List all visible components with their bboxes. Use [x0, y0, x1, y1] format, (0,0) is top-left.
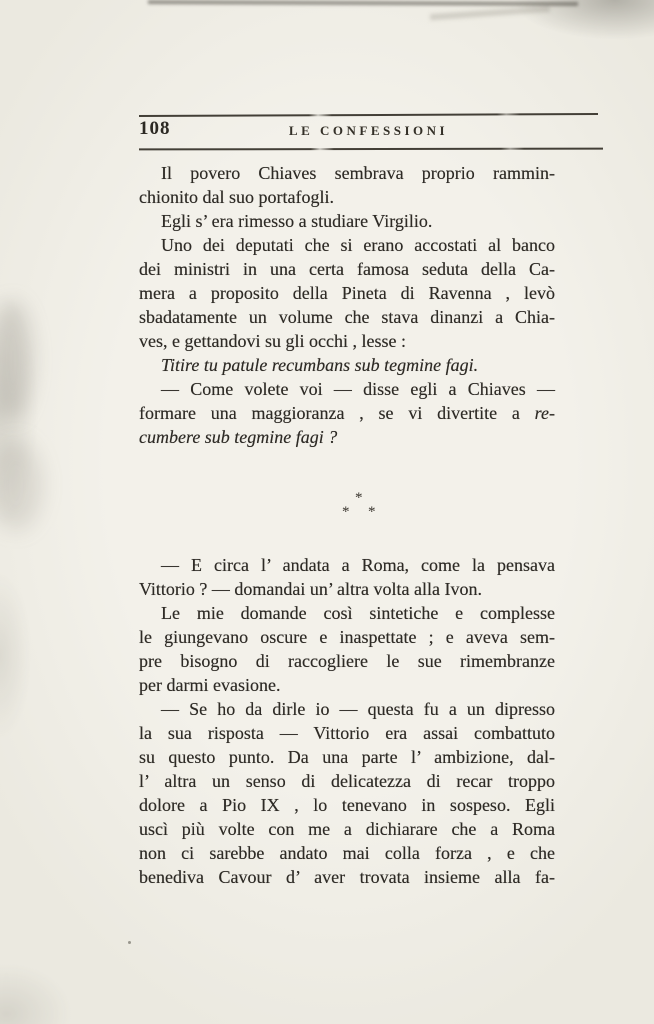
- text-line: [139, 601, 555, 625]
- italic-text-segment: re-: [534, 403, 555, 423]
- text-segment: uscì più volte con me a dichiarare che a Roma: [139, 819, 555, 839]
- text-block-2: [139, 553, 555, 889]
- scan-speck: [128, 941, 131, 944]
- text-line: [139, 329, 555, 353]
- header-rule-bottom: [139, 148, 603, 151]
- asterism-separator: [338, 488, 402, 524]
- text-line: [139, 865, 555, 889]
- running-title: LE CONFESSIONI: [288, 123, 449, 138]
- text-segment: benediva Cavour d’ aver trovata insieme alla fa-: [139, 867, 555, 887]
- text-segment: Il povero Chiaves sembrava proprio rammin-: [161, 163, 555, 183]
- text-segment: dei ministri in una certa famosa seduta della Ca-: [139, 259, 555, 279]
- text-segment: dolore a Pio IX , lo tenevano in sospeso. Egli: [139, 795, 555, 815]
- text-segment: su questo punto. Da una parte l’ ambizione, dal-: [139, 747, 555, 767]
- text-line: [139, 425, 555, 449]
- text-line: [139, 161, 555, 185]
- scan-edge-noise: [148, 0, 578, 6]
- text-line: [139, 769, 555, 793]
- text-line: [139, 817, 555, 841]
- asterisk-icon: *: [355, 490, 363, 506]
- text-segment: la sua risposta — Vittorio era assai combattuto: [139, 723, 555, 743]
- text-segment: Egli s’ era rimesso a studiare Virgilio.: [161, 211, 433, 231]
- text-line: [139, 697, 555, 721]
- text-segment: Vittorio ? — domandai un’ altra volta alla Ivon.: [139, 579, 482, 599]
- scan-margin-smudge: [0, 440, 42, 530]
- text-line: [139, 673, 555, 697]
- text-segment: sbadatamente un volume che stava dinanzi a Chia-: [139, 307, 555, 327]
- text-line: [139, 721, 555, 745]
- text-line: [139, 401, 555, 425]
- text-segment: — Come volete voi — disse egli a Chiaves —: [161, 379, 555, 399]
- text-segment: — E circa l’ andata a Roma, come la pensava: [161, 555, 555, 575]
- text-segment: mera a proposito della Pineta di Ravenna , levò: [139, 283, 555, 303]
- text-segment: le giungevano oscure e inaspettate ; e aveva sem-: [139, 627, 555, 647]
- text-line: [139, 233, 555, 257]
- text-line: [139, 841, 555, 865]
- text-line: [139, 745, 555, 769]
- text-segment: l’ altra un senso di delicatezza di recar troppo: [139, 771, 555, 791]
- text-line: [139, 649, 555, 673]
- text-segment: non ci sarebbe andato mai colla forza , e che: [139, 843, 555, 863]
- header-rule-top: [139, 113, 598, 117]
- italic-text-segment: cumbere sub tegmine fagi ?: [139, 427, 338, 447]
- text-line: [139, 281, 555, 305]
- asterisk-icon: *: [368, 504, 376, 520]
- text-segment: formare una maggioranza , se vi divertite a: [139, 403, 535, 423]
- text-line: [139, 793, 555, 817]
- text-line: [139, 377, 555, 401]
- text-line: [139, 257, 555, 281]
- text-block-1: [139, 161, 555, 449]
- scan-corner-smudge: [430, 6, 550, 20]
- italic-text-segment: Titire tu patule recumbans sub tegmine fagi.: [161, 355, 479, 375]
- text-line: [139, 625, 555, 649]
- text-segment: chionito dal suo portafogli.: [139, 187, 334, 207]
- page-number: 108: [139, 118, 171, 139]
- text-segment: ves, e gettandovi su gli occhi , lesse :: [139, 331, 406, 351]
- text-line: [139, 305, 555, 329]
- text-line: [139, 185, 555, 209]
- text-line: [139, 577, 555, 601]
- scan-margin-smudge: [0, 300, 34, 420]
- page-header: [139, 118, 598, 144]
- text-segment: per darmi evasione.: [139, 675, 281, 695]
- text-segment: Le mie domande così sintetiche e complesse: [161, 603, 555, 623]
- text-segment: pre bisogno di raccogliere le sue rimembranze: [139, 651, 555, 671]
- text-segment: Uno dei deputati che si erano accostati al banco: [161, 235, 555, 255]
- asterisk-icon: *: [342, 504, 350, 520]
- text-line: [139, 353, 555, 377]
- text-line: [139, 209, 555, 233]
- text-segment: — Se ho da dirle io — questa fu a un dipresso: [161, 699, 555, 719]
- text-line: [139, 553, 555, 577]
